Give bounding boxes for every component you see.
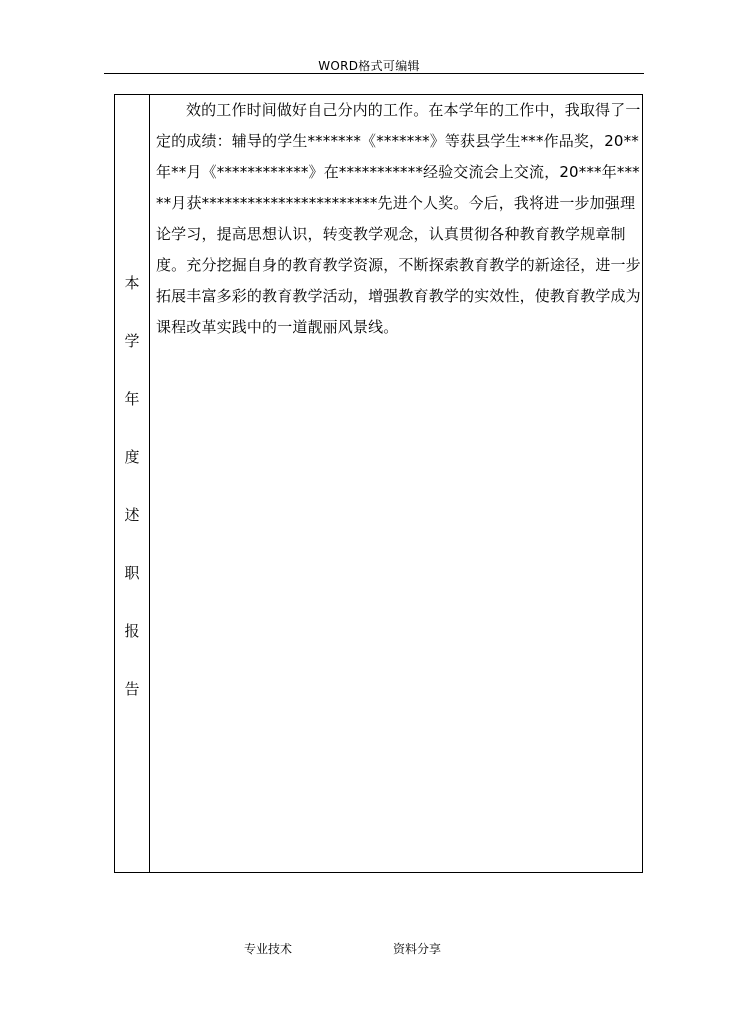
page-header-title: WORD格式可编辑 [318,59,420,73]
section-label-char: 年 [124,390,140,408]
header-divider [104,73,644,74]
section-label-char: 本 [124,274,140,292]
footer-left-text: 专业技术 [244,942,293,956]
report-body-text: 效的工作时间做好自己分内的工作。在本学年的工作中，我取得了一定的成绩：辅导的学生*******《*******》等获县学生***作品奖，20**年**月《************》在***********经验交流会上交流，20***年*****月获***********************先进个人奖。今后，我将进一步加强理论学习，提高思想认识，转变教学观念，认真贯彻各种教育教学规章制度。充分挖掘自身的教育教学资源，不断探索教育教学的新途径，进一步拓展丰富多彩的教育教学活动，增强教育教学的实效性，使教育教学成为课程改革实践中的一道靓丽风景线。 [156,101,641,336]
section-label-char: 告 [124,680,140,698]
section-label-char: 述 [124,506,140,524]
section-label-char: 报 [124,622,140,640]
report-table [114,94,643,873]
section-label-char: 度 [124,448,140,466]
section-label-char: 学 [124,332,140,350]
footer-right-text: 资料分享 [393,942,442,956]
section-label-char: 职 [124,564,140,582]
section-label-column [115,95,149,872]
report-content-cell [150,95,643,872]
